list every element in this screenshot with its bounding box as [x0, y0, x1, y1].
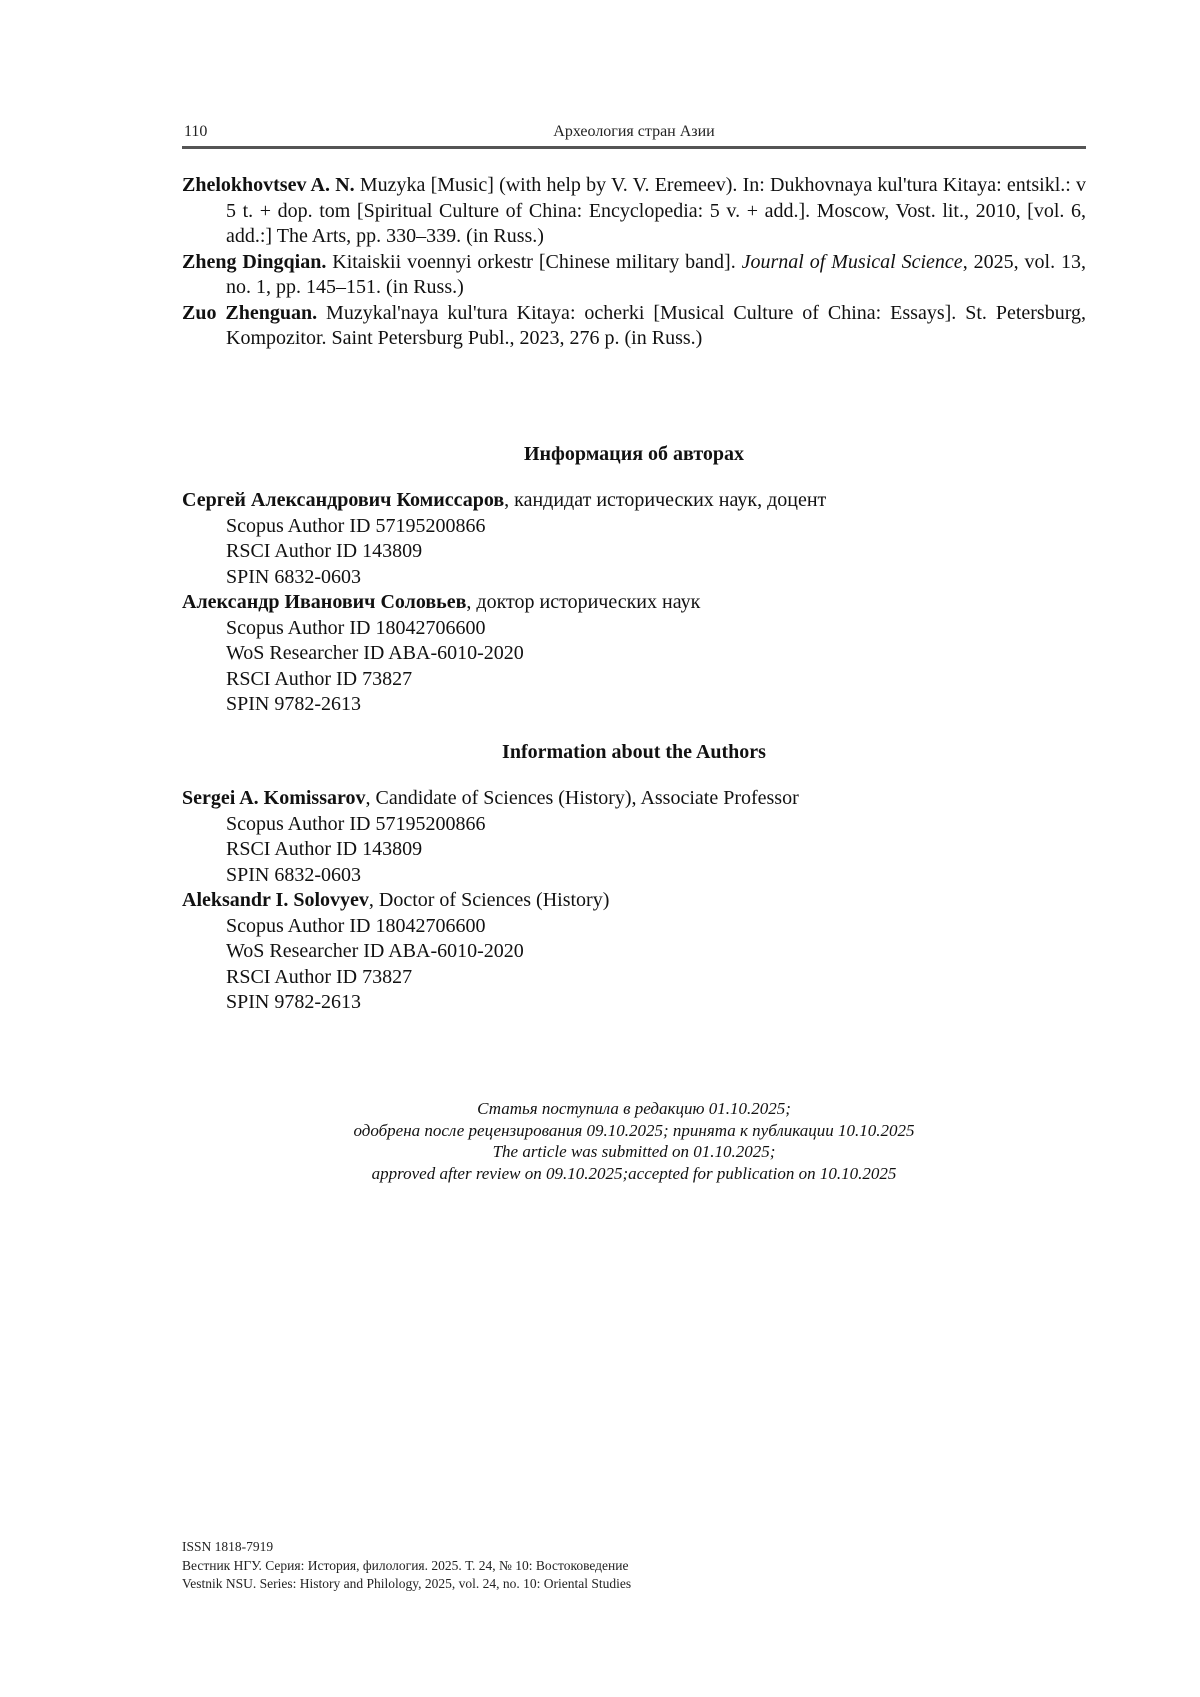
author-details: , Candidate of Sciences (History), Associate Professor [365, 787, 799, 809]
author-details: , Doctor of Sciences (History) [368, 889, 610, 911]
author-entry [182, 488, 1086, 514]
page-number: 110 [184, 123, 208, 140]
dates-line: The article was submitted on 01.10.2025; [492, 1142, 776, 1161]
journal-citation-ru: Вестник НГУ. Серия: История, филология. 2025. Т. 24, № 10: Востоковедение [182, 1557, 629, 1573]
author-entry [182, 888, 1086, 914]
author-details: , доктор исторических наук [466, 591, 701, 613]
author-id: RSCI Author ID 143809 [226, 540, 423, 562]
author-name: Александр Иванович Соловьев [182, 591, 467, 613]
author-id: Scopus Author ID 18042706600 [226, 616, 486, 639]
authors-info-heading-en: Information about the Authors [502, 741, 766, 763]
reference-journal: Journal of Musical Science [741, 250, 963, 273]
reference-author: Zheng Dingqian. [182, 250, 327, 273]
author-id: SPIN 6832-0603 [226, 863, 362, 886]
page-header [182, 121, 1086, 145]
reference-author: Zuo Zhenguan. [182, 301, 318, 324]
author-name: Сергей Александрович Комиссаров [182, 489, 505, 511]
running-title: Археология стран Азии [553, 123, 715, 140]
reference-item [182, 301, 1086, 352]
authors-info-heading-ru: Информация об авторах [523, 443, 745, 465]
author-id: RSCI Author ID 73827 [226, 965, 413, 988]
author-id: RSCI Author ID 143809 [226, 838, 423, 860]
issn: ISSN 1818-7919 [182, 1539, 274, 1554]
author-id: Scopus Author ID 57195200866 [226, 812, 486, 835]
author-details: , кандидат исторических наук, доцент [504, 489, 827, 511]
reference-item [182, 250, 1086, 301]
author-id: RSCI Author ID 73827 [226, 667, 413, 690]
authors-info-en [182, 786, 1086, 1016]
reference-text: Muzyka [Music] (with help by V. V. Eremeev). In: Dukhovnaya kul'tura Kitaya: entsikl.: v 5 t. + dop. tom [Spiritual Culture of China: Encyclopedia: 5 v. + add.]. Moscow, Vost. lit., 2010, [vol. 6, add.:] The Arts, pp. 330–339. (in Russ.) [226, 174, 1086, 247]
author-name: Aleksandr I. Solovyev [182, 889, 369, 911]
journal-citation-en: Vestnik NSU. Series: History and Philology, 2025, vol. 24, no. 10: Oriental Studies [182, 1576, 632, 1591]
author-id: SPIN 9782-2613 [226, 991, 362, 1013]
author-id: Scopus Author ID 57195200866 [226, 514, 486, 537]
reference-item [182, 173, 1086, 250]
author-name: Sergei A. Komissarov [182, 787, 366, 809]
author-id: WoS Researcher ID ABA-6010-2020 [226, 642, 524, 664]
submission-dates [182, 1098, 1086, 1184]
author-entry [182, 786, 1086, 812]
reference-author: Zhelokhovtsev A. N. [182, 174, 355, 196]
reference-list [182, 173, 1086, 352]
reference-text: Muzykal'naya kul'tura Kitaya: ocherki [Musical Culture of China: Essays]. St. Petersburg, Kompozitor. Saint Petersburg Publ., 2023, 276 p. (in Russ.) [226, 301, 1086, 349]
author-id: Scopus Author ID 18042706600 [226, 914, 486, 937]
author-entry [182, 590, 1086, 616]
header-rule [182, 146, 1086, 149]
author-id: WoS Researcher ID ABA-6010-2020 [226, 940, 524, 962]
journal-footer [182, 1538, 882, 1594]
dates-line: Статья поступила в редакцию 01.10.2025; [477, 1099, 791, 1118]
authors-info-ru [182, 488, 1086, 718]
author-id: SPIN 6832-0603 [226, 565, 362, 588]
author-id: SPIN 9782-2613 [226, 693, 362, 715]
reference-text: Kitaiskii voennyi orkestr [Chinese military band]. [326, 250, 742, 273]
reference-text: , 2025, vol. 13, no. 1, pp. 145–151. (in Russ.) [226, 250, 1087, 298]
dates-line: одобрена после рецензирования 09.10.2025; принята к публикации 10.10.2025 [353, 1120, 915, 1140]
dates-line: approved after review on 09.10.2025;accepted for publication on 10.10.2025 [371, 1163, 897, 1183]
